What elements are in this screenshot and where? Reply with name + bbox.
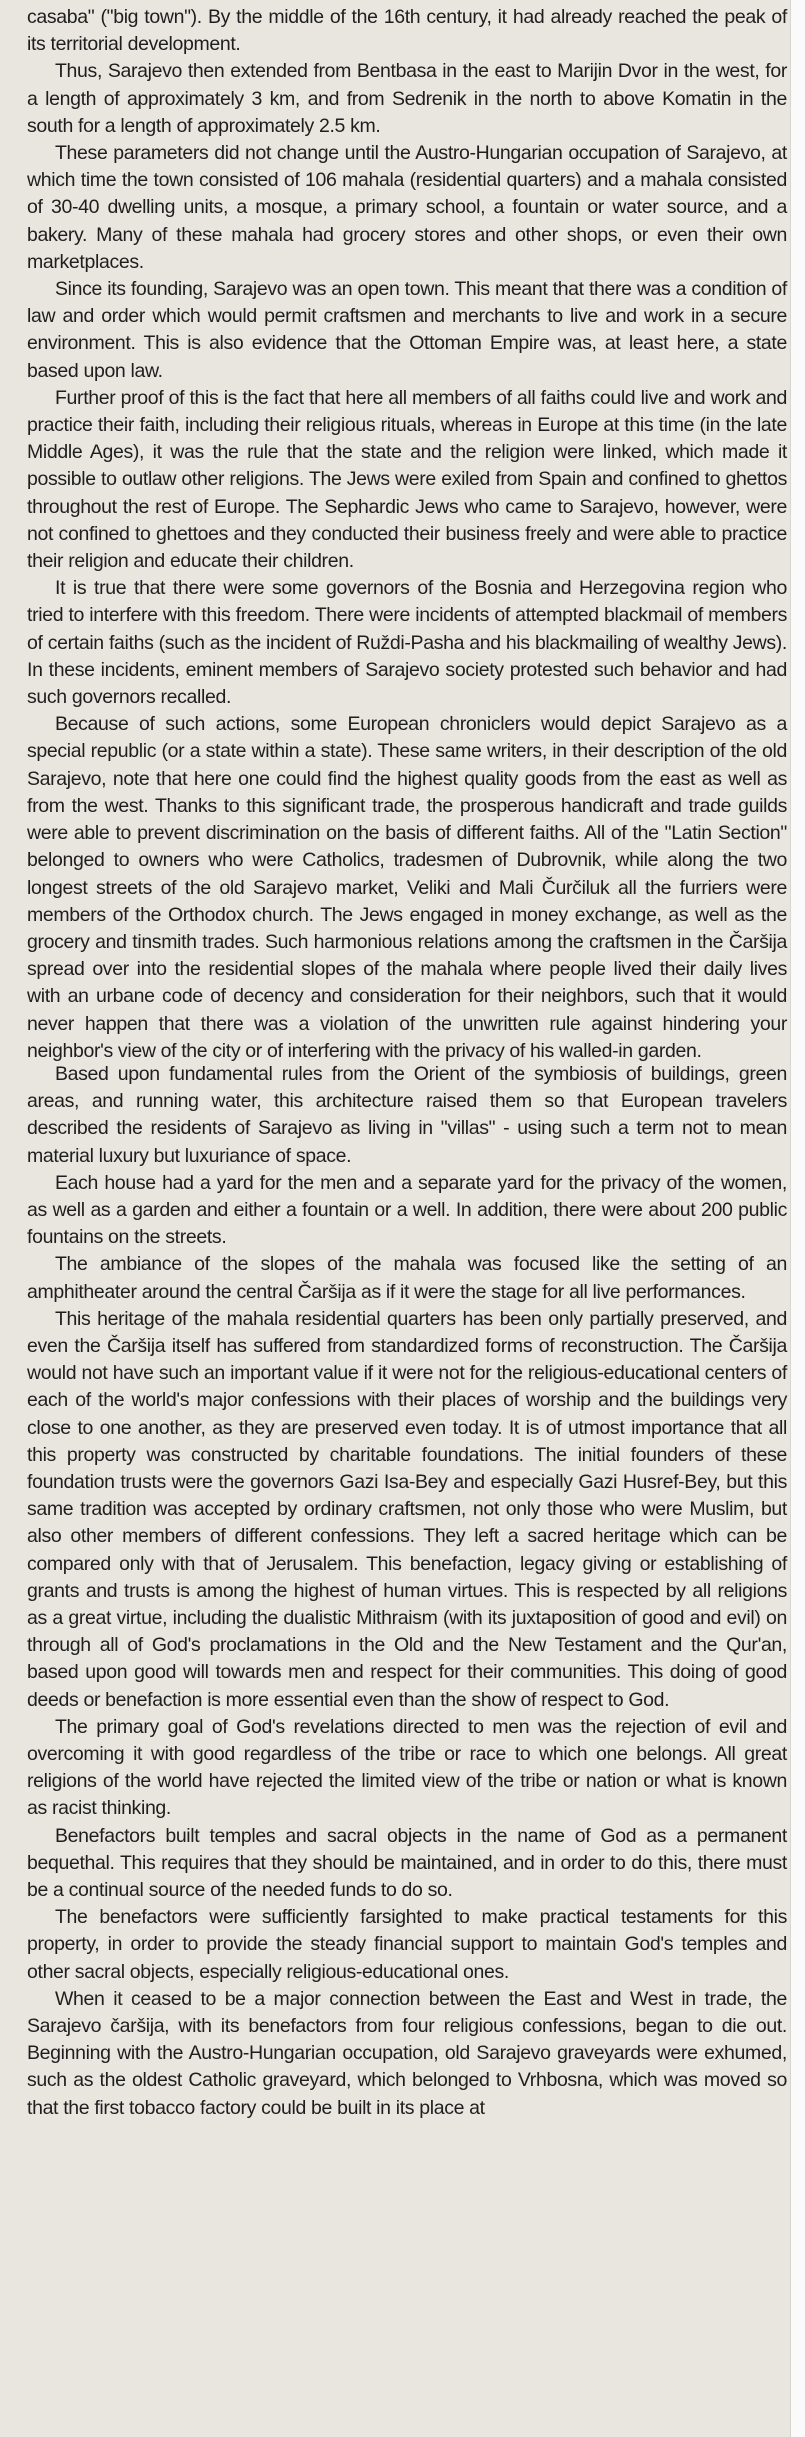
- paragraph: The ambiance of the slopes of the mahala was focused like the setting of an amphitheater around the central Čaršija as if it were the stage for all live performances.: [27, 1253, 787, 1303]
- paragraph: This heritage of the mahala residential quarters has been only partially preserved, and even the Čaršija itself has suffered from standardized forms of reconstruction. The Čaršija would not have such an important value if it were not for the religious-educational centers of each of the world's major confessions with their places of worship and the buildings very close to one another, as they are preserved even today. It is of utmost importance that all this property was constructed by charitable foundations. The initial founders of these foundation trusts were the governors Gazi Isa-Bey and especially Gazi Husref-Bey, but this same tradition was accepted by ordinary craftsmen, not only those who were Muslim, but also other members of different confessions. They left a sacred heritage which can be compared only with that of Jerusalem. This benefaction, legacy giving or establishing of grants and trusts is among the highest of human virtues. This is respected by all religions as a great virtue, including the dualistic Mithraism (with its juxtaposition of good and evil) on through all of God's proclamations in the Old and the New Testament and the Qur'an, based upon good will towards men and respect for their communities. This doing of good deeds or benefaction is more essential even than the show of respect to God.: [27, 1307, 787, 1711]
- paragraph: Each house had a yard for the men and a separate yard for the privacy of the women, as well as a garden and either a fountain or a well. In addition, there were about 200 public fountains on the streets.: [27, 1171, 787, 1249]
- paragraph: The benefactors were sufficiently farsighted to make practical testaments for this property, in order to provide the steady financial support to maintain God's temples and other sacral objects, especially religious-educational ones.: [27, 1906, 787, 1983]
- paragraph: Since its founding, Sarajevo was an open town. This meant that there was a condition of law and order which would permit craftsmen and merchants to live and work in a secure environment. This is also evidence that the Ottoman Empire was, at least here, a state based upon law.: [27, 278, 787, 382]
- page-edge: [790, 0, 805, 2437]
- paragraph: Benefactors built temples and sacral objects in the name of God as a permanent bequethal. This requires that they should be maintained, and in order to do this, there must be a continual source of the needed funds to do so.: [27, 1824, 787, 1902]
- paragraph: Based upon fundamental rules from the Orient of the symbiosis of buildings, green areas, and running water, this architecture raised them so that European travelers described the residents of Sarajevo as living in "villas" - using such a term not to mean material luxury but luxuriance of space.: [27, 1062, 787, 1167]
- paragraph: Further proof of this is the fact that here all members of all faiths could live and work and practice their faith, including their religious rituals, whereas in Europe at this time (in the late Middle Ages), it was the rule that the state and the religion were linked, which made it possible to outlaw other religions. The Jews were exiled from Spain and confined to ghettos throughout the rest of Europe. The Sephardic Jews who came to Sarajevo, however, were not confined to ghettoes and they conducted their business freely and were able to practice their religion and educate their children.: [27, 386, 787, 573]
- paragraph: It is true that there were some governors of the Bosnia and Herzegovina region who tried to interfere with this freedom. There were incidents of attempted blackmail of members of certain faiths (such as the incident of Ruždi-Pasha and his blackmailing of wealthy Jews). In these incidents, eminent members of Sarajevo society protested such behavior and had such governors recalled.: [27, 577, 787, 709]
- paragraph: When it ceased to be a major connection between the East and West in trade, the Sarajevo čaršija, with its benefactors from four religious confessions, began to die out. Beginning with the Austro-Hungarian occupation, old Sarajevo graveyards were exhumed, such as the oldest Catholic graveyard, which belonged to Vrhbosna, which was moved so that the first tobacco factory could be built in its place at: [27, 1987, 787, 2119]
- body-text: [27, 4, 787, 2122]
- paragraph: Because of such actions, some European chroniclers would depict Sarajevo as a special republic (or a state within a state). These same writers, in their description of the old Sarajevo, note that here one could find the highest quality goods from the east as well as from the west. Thanks to this significant trade, the prosperous handicraft and trade guilds were able to prevent discrimination on the basis of different faiths. All of the "Latin Section" belonged to owners who were Catholics, tradesmen of Dubrovnik, while along the two longest streets of the old Sarajevo market, Veliki and Mali Čurčiluk all the furriers were members of the Orthodox church. The Jews engaged in money exchange, as well as the grocery and tinsmith trades. Such harmonious relations among the craftsmen in the Čaršija spread over into the residential slopes of the mahala where people lived their daily lives with an urbane code of decency and consideration for their neighbors, such that it would never happen that there was a violation of the unwritten rule against hindering your neighbor's view of the city or of interfering with the privacy of his walled-in garden.: [27, 713, 787, 1062]
- paragraph: Thus, Sarajevo then extended from Bentbasa in the east to Marijin Dvor in the west, for a length of approximately 3 km, and from Sedrenik in the north to above Komatin in the south for a length of approximately 2.5 km.: [27, 60, 787, 137]
- paragraph: These parameters did not change until the Austro-Hungarian occupation of Sarajevo, at which time the town consisted of 106 mahala (residential quarters) and a mahala consisted of 30-40 dwelling units, a mosque, a primary school, a fountain or water source, and a bakery. Many of these mahala had grocery stores and other shops, or even their own marketplaces.: [27, 142, 787, 273]
- paragraph: casaba" ("big town"). By the middle of the 16th century, it had already reached the peak of its territorial development.: [27, 6, 787, 56]
- paragraph: The primary goal of God's revelations directed to men was the rejection of evil and overcoming it with good regardless of the tribe or race to which one belongs. All great religions of the world have rejected the limited view of the tribe or nation or what is known as racist thinking.: [27, 1715, 787, 1820]
